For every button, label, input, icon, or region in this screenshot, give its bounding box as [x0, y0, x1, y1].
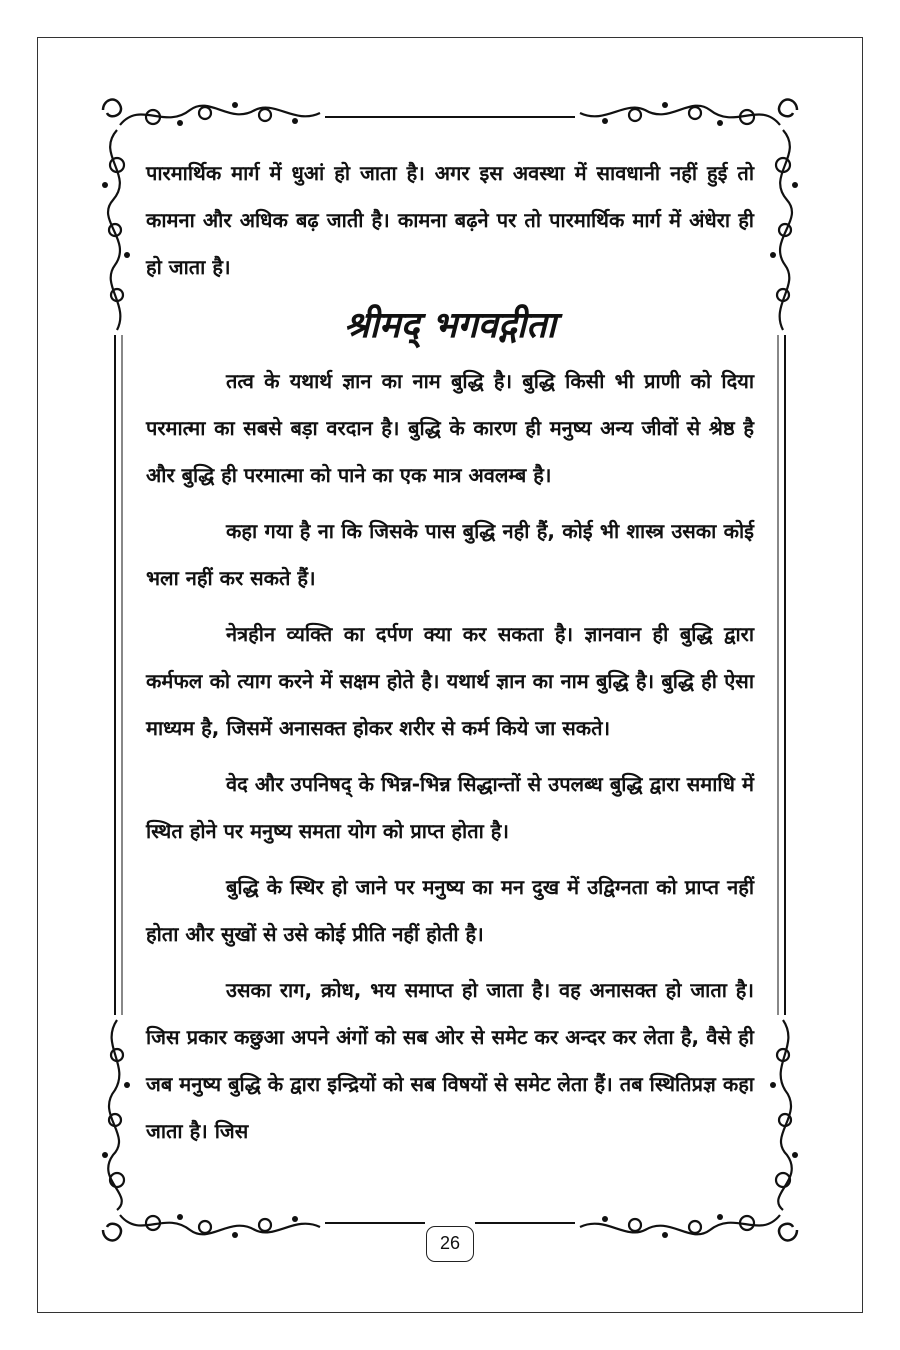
body-paragraph: उसका राग, क्रोध, भय समाप्त हो जाता है। वह अनासक्त हो जाता है। जिस प्रकार कछुआ अपने अंगों को सब ओर से समेट कर अन्दर कर लेता है, वैसे ही जब मनुष्य बुद्धि के द्वारा इन्द्रियों को सब विषयों से समेट लेता हैं। तब स्थितिप्रज्ञ कहा जाता है। जिस	[146, 978, 754, 1143]
continued-paragraph: पारमार्थिक मार्ग में धुआं हो जाता है। अगर इस अवस्था में सावधानी नहीं हुई तो कामना और अधिक बढ़ जाती है। कामना बढ़ने पर तो पारमार्थिक मार्ग में अंधेरा ही हो जाता है।	[146, 161, 754, 279]
body-paragraph: नेत्रहीन व्यक्ति का दर्पण क्या कर सकता है। ज्ञानवान ही बुद्धि द्वारा कर्मफल को त्याग करने में सक्षम होते है। यथार्थ ज्ञान का नाम बुद्धि है। बुद्धि ही ऐसा माध्यम है, जिसमें अनासक्त होकर शरीर से कर्म किये जा सकते।	[146, 622, 754, 740]
page-body	[146, 150, 754, 1155]
section-heading: श्रीमद् भगवद्गीता	[344, 304, 556, 346]
page-number: 26	[426, 1226, 474, 1262]
body-paragraph: बुद्धि के स्थिर हो जाने पर मनुष्य का मन दुख में उद्विग्नता को प्राप्त नहीं होता और सुखों से उसे कोई प्रीति नहीं होती है।	[146, 875, 754, 946]
body-paragraph: वेद और उपनिषद् के भिन्न-भिन्न सिद्धान्तों से उपलब्ध बुद्धि द्वारा समाधि में स्थित होने पर मनुष्य समता योग को प्राप्त होता है।	[146, 772, 754, 843]
body-paragraph: तत्व के यथार्थ ज्ञान का नाम बुद्धि है। बुद्धि किसी भी प्राणी को दिया परमात्मा का सबसे बड़ा वरदान है। बुद्धि के कारण ही मनुष्य अन्य जीवों से श्रेष्ठ है और बुद्धि ही परमात्मा को पाने का एक मात्र अवलम्ब है।	[146, 369, 754, 487]
body-paragraph: कहा गया है ना कि जिसके पास बुद्धि नही हैं, कोई भी शास्त्र उसका कोई भला नहीं कर सकते हैं।	[146, 519, 754, 590]
